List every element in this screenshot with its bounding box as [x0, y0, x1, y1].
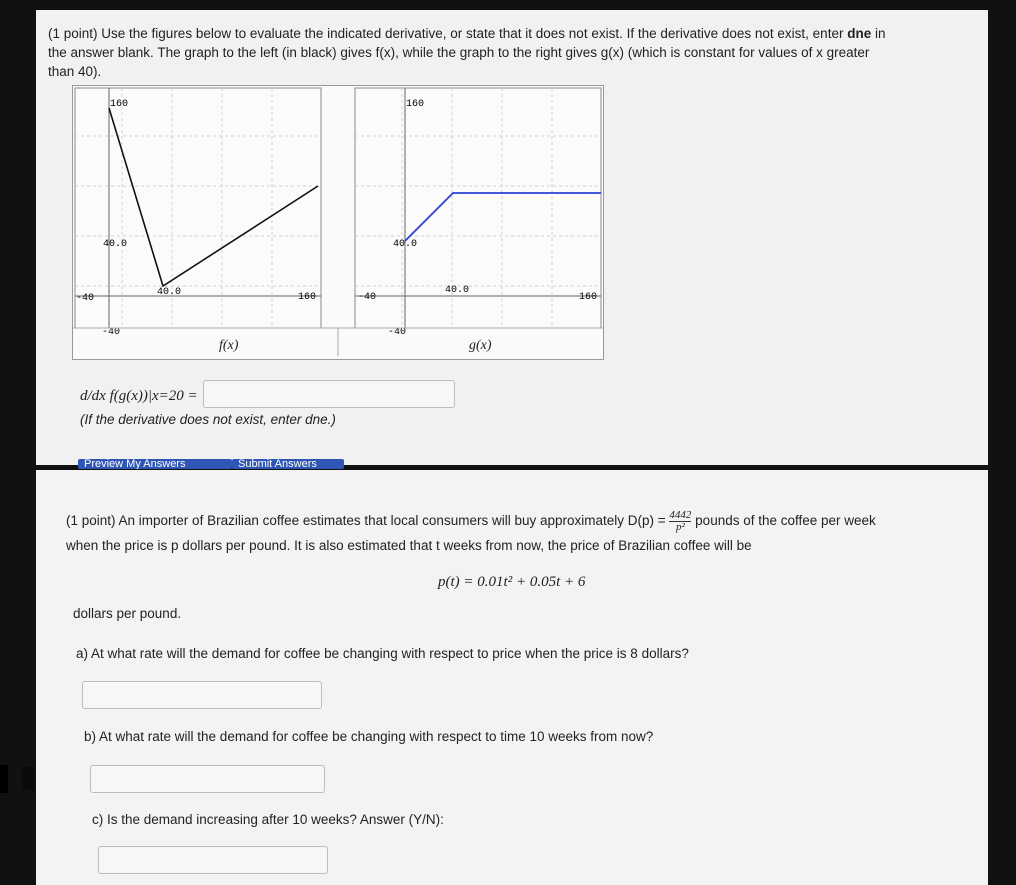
- intro-part-b: pounds of the coffee per week: [695, 513, 876, 529]
- fraction-numerator: 4442: [669, 509, 692, 521]
- graphs-panel: [72, 85, 604, 360]
- dne-hint: (If the derivative does not exist, enter dne.): [80, 412, 336, 427]
- derivative-answer-input[interactable]: [203, 380, 455, 408]
- graphs-svg: [73, 86, 603, 359]
- problem-1-line-1-end: in: [875, 26, 886, 41]
- price-formula: p(t) = 0.01t² + 0.05t + 6: [438, 574, 586, 590]
- g-label-bottom: -40: [388, 327, 407, 338]
- g-label-axis-left: -40: [358, 292, 377, 303]
- g-label-axis-mid: 40.0: [445, 285, 470, 296]
- intro-part-a: (1 point) An importer of Brazilian coffee estimates that local consumers will buy approximately D(p) =: [66, 513, 666, 529]
- answer-b-input[interactable]: [90, 765, 325, 793]
- demand-fraction: [669, 510, 691, 533]
- g-label-mid: 40.0: [393, 239, 418, 250]
- window-edge-marker: [0, 765, 8, 793]
- page-side-marker: [22, 767, 34, 790]
- dne-keyword: dne: [847, 26, 872, 41]
- g-label-top: 160: [406, 99, 425, 110]
- f-label-axis-mid: 40.0: [157, 287, 182, 298]
- answer-a-input[interactable]: [82, 681, 322, 709]
- g-graph: [355, 88, 601, 338]
- submit-answers-button[interactable]: Submit Answers: [232, 459, 344, 469]
- g-caption: g(x): [469, 338, 492, 353]
- problem-1-statement: [48, 24, 968, 81]
- f-label-axis-left: -40: [76, 293, 95, 304]
- problem-2-card: [36, 470, 988, 885]
- derivative-expression: [80, 386, 198, 406]
- question-a: a) At what rate will the demand for coffee be changing with respect to price when the price is 8 dollars?: [76, 646, 689, 661]
- f-label-bottom: -40: [102, 327, 121, 338]
- problem-1-card: [36, 10, 988, 469]
- f-caption: f(x): [219, 338, 239, 353]
- f-label-top: 160: [110, 99, 129, 110]
- answer-c-input[interactable]: [98, 846, 328, 874]
- g-graph-frame: [355, 88, 601, 328]
- problem-2-intro: [66, 510, 966, 533]
- question-b: b) At what rate will the demand for coffee be changing with respect to time 10 weeks from now?: [84, 729, 654, 744]
- fraction-denominator: p²: [676, 521, 685, 533]
- problem-1-line-1: (1 point) Use the figures below to evaluate the indicated derivative, or state that it does not exist. If the derivative does not exist, enter: [48, 26, 844, 41]
- f-graph: [75, 88, 321, 338]
- g-label-axis-right: 160: [579, 292, 598, 303]
- f-label-mid: 40.0: [103, 239, 128, 250]
- problem-1-line-2: the answer blank. The graph to the left (in black) gives f(x), while the graph to the right gives g(x) (which is constant for values of x greater: [48, 45, 870, 60]
- preview-answers-button[interactable]: Preview My Answers: [78, 459, 232, 469]
- question-c: c) Is the demand increasing after 10 weeks? Answer (Y/N):: [92, 812, 444, 827]
- price-unit: dollars per pound.: [73, 606, 182, 621]
- expression-text: d/dx f(g(x))|x=20 =: [80, 388, 198, 404]
- problem-1-line-3: than 40).: [48, 64, 102, 79]
- problem-2-line-2: when the price is p dollars per pound. It is also estimated that t weeks from now, the price of Brazilian coffee will be: [66, 538, 752, 553]
- f-label-axis-right: 160: [298, 292, 317, 303]
